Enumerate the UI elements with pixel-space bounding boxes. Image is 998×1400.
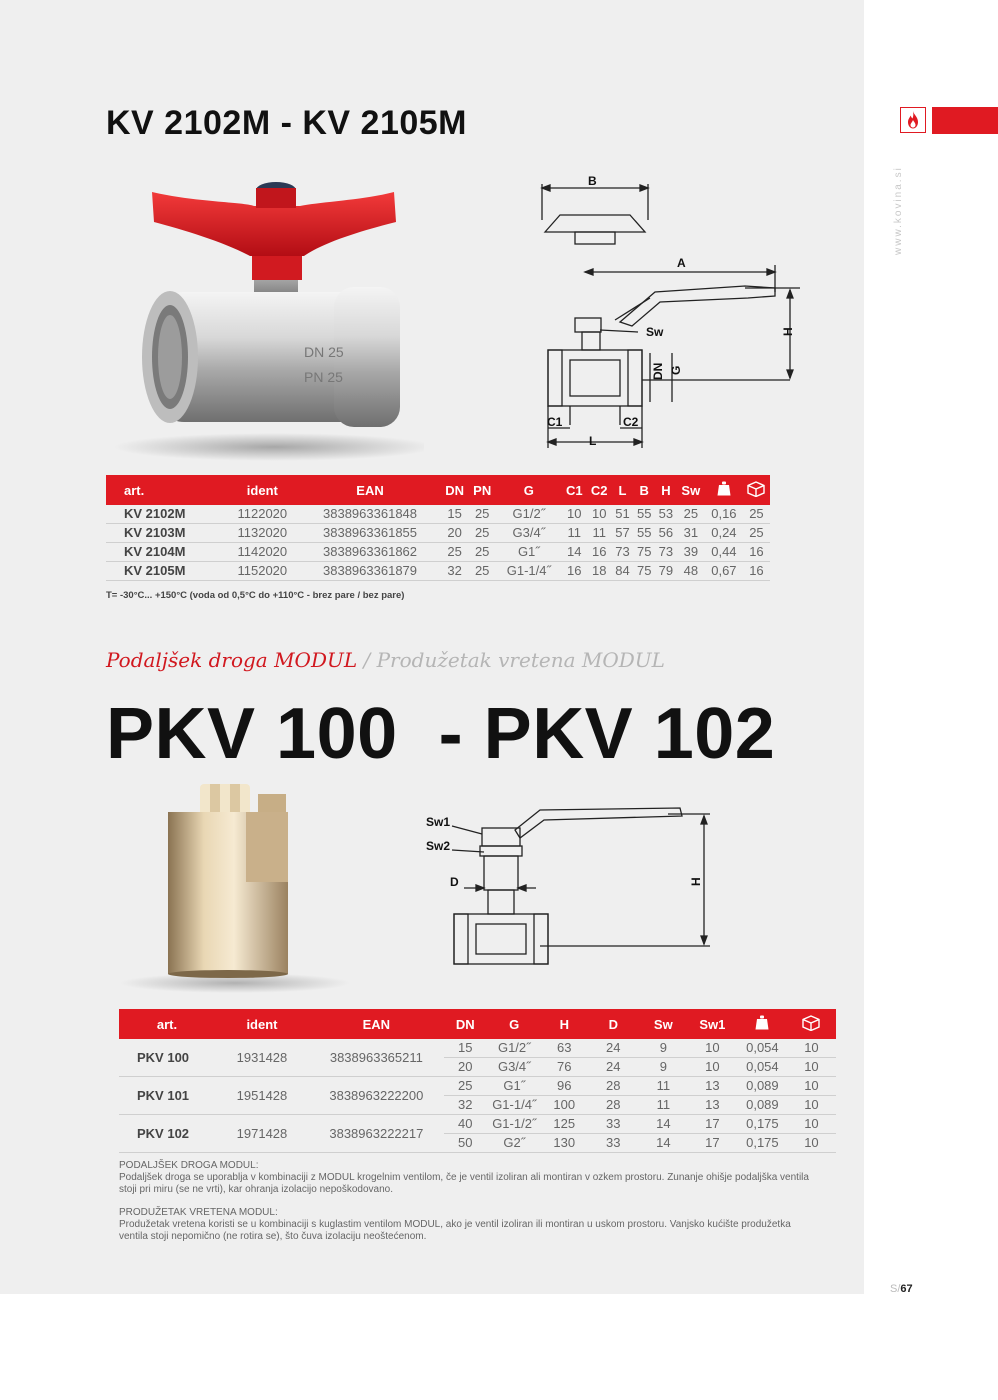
dim-label-DN: DN [651,362,665,380]
stem-extension-technical-drawing [420,800,720,990]
cell: 33 [587,1115,640,1134]
col-ean: EAN [309,1009,444,1039]
dim-label-Sw1: Sw1 [426,815,451,829]
cell: 0,054 [738,1058,787,1077]
dim-label-H2: H [689,877,703,886]
cell-art: KV 2104M [106,543,225,562]
website-url [893,225,905,255]
temperature-note: T= -30°C... +150°C (voda od 0,5°C do +110°C - brez pare / bez pare) [106,590,405,601]
cell: 16 [743,543,770,562]
cell: G1˝ [496,543,562,562]
cell: 17 [687,1115,738,1134]
cell: G1/2˝ [496,505,562,524]
col-sw: Sw [640,1009,687,1039]
cell: G3/4˝ [487,1058,542,1077]
cell: 14 [640,1115,687,1134]
cell: 0,175 [738,1134,787,1153]
cell: 73 [655,543,677,562]
package-box-icon [743,475,770,505]
cell: 51 [612,505,634,524]
table-row [119,1115,836,1134]
cell: G1-1/4˝ [487,1096,542,1115]
dim-label-G: G [669,365,683,375]
cell-art: KV 2105M [106,562,225,581]
cell: 130 [542,1134,587,1153]
pkv-table-header-row [119,1009,836,1039]
cell: 75 [633,562,655,581]
cell: 28 [587,1096,640,1115]
cell: 10 [562,505,587,524]
dim-label-H: H [781,327,795,336]
col-g: G [496,475,562,505]
table-row [106,505,770,524]
kv-spec-table [106,475,770,581]
cell: 25 [469,543,496,562]
cell: 40 [444,1115,487,1134]
cell: 0,16 [705,505,743,524]
cell: 3838963361848 [300,505,441,524]
pkv-spec-table [119,1009,836,1153]
cell: 100 [542,1096,587,1115]
cell: 0,089 [738,1096,787,1115]
cell: 32 [441,562,469,581]
cell: G3/4˝ [496,524,562,543]
cell: 73 [612,543,634,562]
cell: 9 [640,1058,687,1077]
cell: 1152020 [225,562,299,581]
cell: 63 [542,1039,587,1058]
svg-text:PN 25: PN 25 [304,369,343,385]
svg-text:DN 25: DN 25 [304,344,344,360]
col-d: D [587,1009,640,1039]
cell: 25 [677,505,705,524]
cell: 1122020 [225,505,299,524]
cell: 25 [743,505,770,524]
cell-ean: 3838963222200 [309,1077,444,1115]
note-sl-text: Podaljšek droga se uporablja v kombinaciji z MODUL krogelnim ventilom, če je ventil izoliran ali montiran v ozkem prostoru. Zunanje ohišje podaljška ventila stoji pri miru (se ne vrti), kar ohranja izolacijo nepoškodovano. [119,1172,809,1195]
cell: 10 [787,1077,836,1096]
cell: 14 [640,1134,687,1153]
cell: 1142020 [225,543,299,562]
cell: 50 [444,1134,487,1153]
cell-ident: 1931428 [215,1039,309,1077]
col-sw1: Sw1 [687,1009,738,1039]
cell: 11 [640,1096,687,1115]
cell: 24 [587,1039,640,1058]
cell-art: KV 2102M [106,505,225,524]
cell: 0,24 [705,524,743,543]
dim-label-D: D [450,875,459,889]
table-row [119,1077,836,1096]
cell: G1-1/2˝ [487,1115,542,1134]
cell-art: KV 2103M [106,524,225,543]
cell: 39 [677,543,705,562]
cell-ident: 1971428 [215,1115,309,1153]
cell: 0,089 [738,1077,787,1096]
col-art: art. [119,1009,215,1039]
cell: 10 [787,1134,836,1153]
cell: 0,44 [705,543,743,562]
dim-label-A: A [677,256,686,270]
cell: 16 [587,543,612,562]
cell: 84 [612,562,634,581]
col-c2: C2 [587,475,612,505]
col-art: art. [106,475,225,505]
page-prefix: S/ [890,1283,901,1295]
cell: 13 [687,1096,738,1115]
cell: 1132020 [225,524,299,543]
dim-label-C1: C1 [547,415,563,429]
col-h: H [655,475,677,505]
col-ident: ident [225,475,299,505]
cell-art: PKV 100 [119,1039,215,1077]
dim-label-Sw2: Sw2 [426,839,451,853]
cell: 25 [469,524,496,543]
stem-extension-photo [110,778,360,998]
kv-table-header-row [106,475,770,505]
col-l: L [612,475,634,505]
col-dn: DN [441,475,469,505]
col-ident: ident [215,1009,309,1039]
cell: 16 [743,562,770,581]
cell: 20 [444,1058,487,1077]
col-sw: Sw [677,475,705,505]
table-row [106,543,770,562]
cell-art: PKV 101 [119,1077,215,1115]
cell-art: PKV 102 [119,1115,215,1153]
col-h: H [542,1009,587,1039]
cell: 15 [444,1039,487,1058]
cell: 24 [587,1058,640,1077]
col-pn: PN [469,475,496,505]
category-tab [932,107,998,134]
weight-icon [738,1009,787,1039]
cell: 15 [441,505,469,524]
cell: 16 [562,562,587,581]
cell: 17 [687,1134,738,1153]
cell: 25 [469,505,496,524]
col-b: B [633,475,655,505]
dim-label-C2: C2 [623,415,639,429]
sidebar [864,0,998,1294]
cell: 55 [633,524,655,543]
cell: 25 [441,543,469,562]
cell-ean: 3838963365211 [309,1039,444,1077]
ball-valve-technical-drawing [520,170,810,460]
dim-label-L: L [589,434,597,448]
section2-title: PKV 100 - PKV 102 [106,694,776,774]
cell: 31 [677,524,705,543]
cell: 10 [787,1039,836,1058]
cell: 10 [787,1058,836,1077]
cell: 28 [587,1077,640,1096]
page-number-value: 67 [900,1283,913,1295]
product-notes [119,1160,819,1243]
note-hr-title: PRODUŽETAK VRETENA MODUL: [119,1207,278,1218]
page-number [890,1283,913,1295]
cell: 11 [640,1077,687,1096]
cell: 20 [441,524,469,543]
note-hr-text: Produžetak vretena koristi se u kombinaciji s kuglastim ventilom MODUL, ako je ventil izoliran ili montiran u uskom prostoru. Vanjsko kućište produžetka ventila stoji nepomično (ne rotira se), što čuva izolaciju neoštećenom. [119,1219,791,1242]
cell: 25 [743,524,770,543]
cell: 9 [640,1039,687,1058]
col-g: G [487,1009,542,1039]
section2-subtitle [106,648,665,672]
cell: 14 [562,543,587,562]
cell: 125 [542,1115,587,1134]
cell: 11 [562,524,587,543]
cell: 13 [687,1077,738,1096]
cell: 3838963361862 [300,543,441,562]
dim-label-B: B [588,174,597,188]
cell: 11 [587,524,612,543]
cell: 55 [633,505,655,524]
cell: 0,054 [738,1039,787,1058]
package-box-icon [787,1009,836,1039]
cell: 76 [542,1058,587,1077]
cell: 10 [787,1096,836,1115]
cell: 75 [633,543,655,562]
cell: 48 [677,562,705,581]
cell: 18 [587,562,612,581]
table-row [106,524,770,543]
col-ean: EAN [300,475,441,505]
cell: 10 [687,1058,738,1077]
cell: G1˝ [487,1077,542,1096]
cell: 3838963361855 [300,524,441,543]
col-c1: C1 [562,475,587,505]
note-sl-title: PODALJŠEK DROGA MODUL: [119,1160,259,1171]
flame-category-icon [900,107,926,133]
cell: 3838963361879 [300,562,441,581]
cell: G1-1/4˝ [496,562,562,581]
table-row [119,1039,836,1058]
cell: 53 [655,505,677,524]
section1-title: KV 2102M - KV 2105M [106,104,467,142]
cell-ean: 3838963222217 [309,1115,444,1153]
weight-icon [705,475,743,505]
cell: 0,67 [705,562,743,581]
cell: 10 [787,1115,836,1134]
cell: 33 [587,1134,640,1153]
cell: 57 [612,524,634,543]
cell: 79 [655,562,677,581]
cell: 10 [587,505,612,524]
cell: 25 [444,1077,487,1096]
cell-ident: 1951428 [215,1077,309,1115]
cell: 56 [655,524,677,543]
cell: 10 [687,1039,738,1058]
cell: 32 [444,1096,487,1115]
cell: 25 [469,562,496,581]
ball-valve-photo [104,172,424,472]
cell: 96 [542,1077,587,1096]
dim-label-Sw: Sw [646,325,664,339]
subtitle-croatian: / Produžetak vretena MODUL [357,648,665,672]
subtitle-slovenian: Podaljšek droga MODUL [106,648,358,672]
cell: G1/2˝ [487,1039,542,1058]
cell: G2˝ [487,1134,542,1153]
col-dn: DN [444,1009,487,1039]
cell: 0,175 [738,1115,787,1134]
table-row [106,562,770,581]
